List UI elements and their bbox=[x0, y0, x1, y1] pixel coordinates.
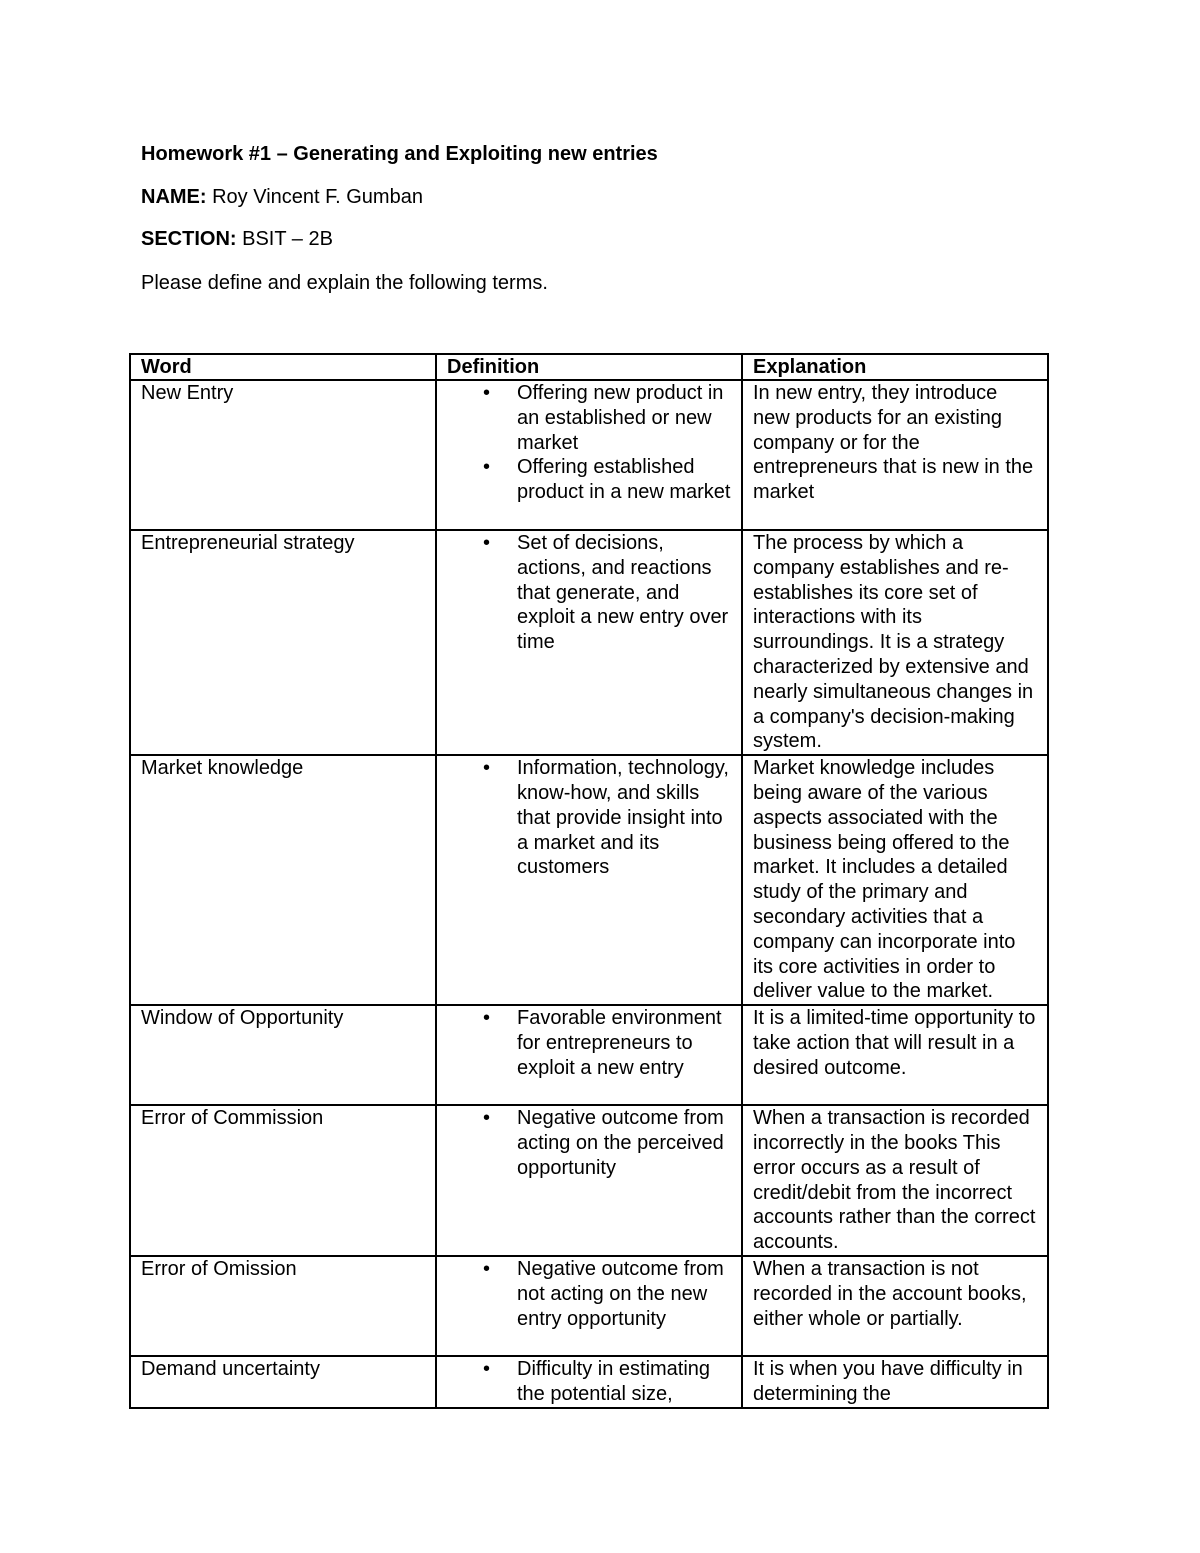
definition-text: Set of decisions, actions, and reactions that generate, and exploit a new entry over time bbox=[517, 532, 729, 654]
definition-cell bbox=[436, 530, 742, 755]
explanation-cell: The process by which a company establishes and re-establishes its core set of interactions with its surroundings. It is a strategy characterized by extensive and nearly simultaneous changes in a company's decision-making system. bbox=[742, 530, 1048, 755]
document-title: Homework #1 – Generating and Exploiting new entries bbox=[141, 143, 658, 165]
definition-item bbox=[447, 381, 733, 455]
definition-text: Difficulty in estimating the potential size, bbox=[517, 1357, 711, 1405]
bullet-icon: • bbox=[483, 532, 491, 554]
name-label: NAME: bbox=[141, 186, 207, 208]
definition-item bbox=[447, 531, 733, 655]
definition-text: Information, technology, know-how, and skills that provide insight into a market and its customers bbox=[517, 757, 729, 879]
section-line bbox=[141, 227, 333, 251]
word-cell: Demand uncertainty bbox=[130, 1356, 436, 1408]
definition-cell bbox=[436, 1356, 742, 1408]
definition-list bbox=[447, 1257, 733, 1331]
bullet-icon: • bbox=[483, 1257, 491, 1280]
word-cell: Error of Omission bbox=[130, 1256, 436, 1356]
definition-item bbox=[447, 756, 733, 880]
instruction-text: Please define and explain the following terms. bbox=[141, 272, 548, 294]
section-label: SECTION: bbox=[141, 228, 237, 250]
word-cell: Error of Commission bbox=[130, 1105, 436, 1256]
table-row bbox=[130, 380, 1048, 530]
definition-list bbox=[447, 531, 733, 655]
definition-item bbox=[447, 1357, 733, 1407]
definition-cell bbox=[436, 1105, 742, 1256]
header-definition: Definition bbox=[436, 354, 742, 380]
definition-text: Negative outcome from not acting on the new entry opportunity bbox=[517, 1257, 724, 1330]
table-row bbox=[130, 755, 1048, 1005]
terms-table bbox=[129, 353, 1049, 1409]
bullet-icon: • bbox=[483, 1007, 491, 1030]
table-header-row bbox=[130, 354, 1048, 380]
explanation-cell: When a transaction is not recorded in the account books, either whole or partially. bbox=[742, 1256, 1048, 1356]
definition-text: Offering established product in a new market bbox=[517, 456, 731, 504]
word-cell: New Entry bbox=[130, 380, 436, 530]
definition-text: Favorable environment for entrepreneurs to exploit a new entry bbox=[517, 1007, 722, 1079]
bullet-icon: • bbox=[483, 382, 491, 404]
explanation-cell: When a transaction is recorded incorrectly in the books This error occurs as a result of credit/debit from the incorrect accounts rather than the correct accounts. bbox=[742, 1105, 1048, 1256]
definition-cell bbox=[436, 755, 742, 1005]
definition-item bbox=[447, 1106, 733, 1180]
word-cell: Window of Opportunity bbox=[130, 1005, 436, 1105]
definition-cell bbox=[436, 1005, 742, 1105]
definition-item bbox=[447, 1257, 733, 1331]
table-row bbox=[130, 1356, 1048, 1408]
bullet-icon: • bbox=[483, 456, 491, 479]
definition-item bbox=[447, 455, 733, 505]
table-row bbox=[130, 530, 1048, 755]
definition-cell bbox=[436, 1256, 742, 1356]
explanation-cell: In new entry, they introduce new products for an existing company or for the entrepreneurs that is new in the market bbox=[742, 380, 1048, 530]
bullet-icon: • bbox=[483, 757, 491, 780]
definition-text: Negative outcome from acting on the perceived opportunity bbox=[517, 1107, 724, 1179]
definition-list bbox=[447, 756, 733, 880]
table-row bbox=[130, 1105, 1048, 1256]
section-value: BSIT – 2B bbox=[236, 228, 333, 250]
definition-list bbox=[447, 1357, 733, 1407]
header-explanation: Explanation bbox=[742, 354, 1048, 380]
bullet-icon: • bbox=[483, 1357, 491, 1380]
definition-text: Offering new product in an established or new market bbox=[517, 382, 724, 454]
word-cell: Market knowledge bbox=[130, 755, 436, 1005]
name-value: Roy Vincent F. Gumban bbox=[206, 186, 423, 208]
name-line bbox=[141, 185, 423, 209]
explanation-cell: It is a limited-time opportunity to take action that will result in a desired outcome. bbox=[742, 1005, 1048, 1105]
explanation-cell: It is when you have difficulty in determining the bbox=[742, 1356, 1048, 1408]
definition-list bbox=[447, 381, 733, 505]
table-row bbox=[130, 1256, 1048, 1356]
definition-list bbox=[447, 1106, 733, 1180]
header-word: Word bbox=[130, 354, 436, 380]
word-cell: Entrepreneurial strategy bbox=[130, 530, 436, 755]
explanation-cell: Market knowledge includes being aware of the various aspects associated with the business being offered to the market. It includes a detailed study of the primary and secondary activities that a company can incorporate into its core activities in order to deliver value to the market. bbox=[742, 755, 1048, 1005]
bullet-icon: • bbox=[483, 1107, 491, 1130]
definition-cell bbox=[436, 380, 742, 530]
definition-list bbox=[447, 1006, 733, 1080]
definition-item bbox=[447, 1006, 733, 1080]
table-row bbox=[130, 1005, 1048, 1105]
